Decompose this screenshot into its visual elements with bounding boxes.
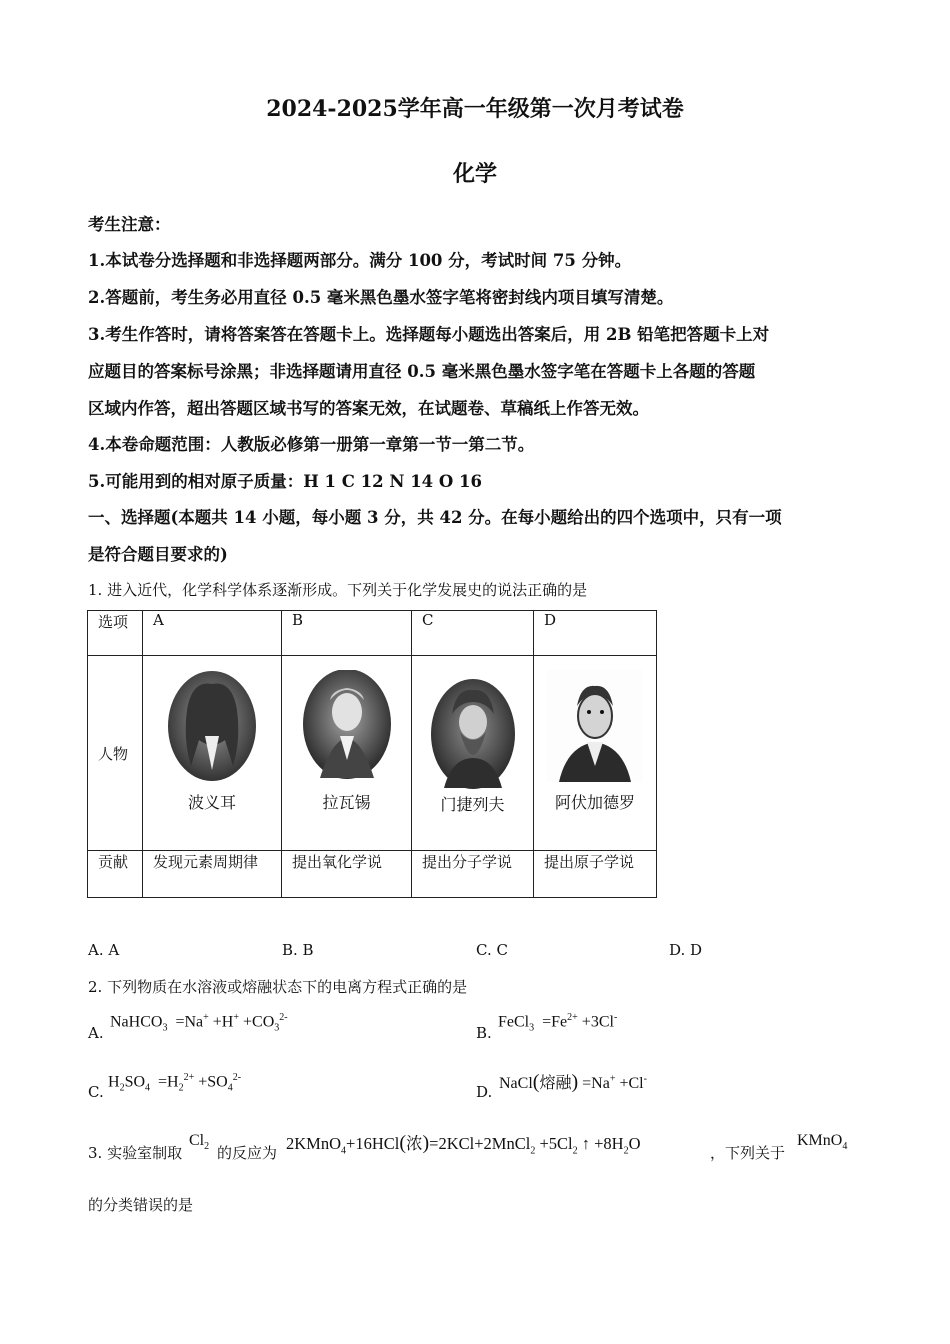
q2-option-c-label[interactable]: C. (88, 1083, 104, 1101)
notice-line: 3.考生作答时，请将答案答在答题卡上。选择题每小题选出答案后，用 2B 铅笔把答题卡上对 (88, 325, 770, 344)
notice-line: 4.本卷命题范围：人教版必修第一册第一章第一节一第二节。 (88, 435, 535, 454)
q2-option-d-equation: NaCl(熔融) =Na+ +Cl- (499, 1071, 647, 1093)
formula-part: Cl (628, 1075, 644, 1092)
person-cell-d (534, 656, 657, 851)
history-table (87, 610, 657, 898)
subject-title: 化学 (452, 161, 497, 187)
option-d[interactable]: D. D (669, 941, 703, 959)
question-3-mid: 的反应为 (217, 1144, 278, 1162)
table-header-cell: D (534, 611, 657, 656)
formula-part: Cl (189, 1132, 205, 1149)
formula-part: SO (207, 1073, 228, 1091)
portrait-boyle-image (167, 670, 257, 782)
q2-option-b-label[interactable]: B. (476, 1024, 492, 1042)
formula-part: O (628, 1134, 641, 1153)
formula-condition: 浓 (406, 1134, 423, 1153)
formula-part: Fe (551, 1013, 568, 1031)
notice-line: 2.答题前，考生务必用直径 0.5 毫米黑色墨水签字笔将密封线内项目填写清楚。 (88, 288, 674, 307)
notice-line: 1.本试卷分选择题和非选择题两部分。满分 100 分，考试时间 75 分钟。 (88, 251, 632, 270)
q2-option-c-equation: $H_2SO_4 =H_2^{2+} +SO_4^{2-}$ (108, 1072, 242, 1094)
formula-part: H (167, 1073, 179, 1091)
question-1-stem: 1. 进入近代，化学科学体系逐渐形成。下列关于化学发展史的说法正确的是 (88, 581, 588, 599)
table-header-cell: C (412, 611, 534, 656)
portrait-mendeleev-image (430, 678, 516, 790)
question-3-prefix: 3. 实验室制取 (88, 1144, 183, 1162)
notice-line: 区域内作答，超出答题区域书写的答案无效，在试题卷、草稿纸上作答无效。 (88, 399, 649, 418)
contribution-cell: 提出氧化学说 (282, 851, 412, 898)
person-cell-b (282, 656, 412, 851)
formula-part: +5Cl (539, 1134, 573, 1153)
formula-part: Na (184, 1013, 204, 1031)
person-name: 阿伏加德罗 (554, 793, 635, 812)
person-name: 波义耳 (187, 793, 236, 812)
formula-part: H (108, 1073, 120, 1091)
contribution-cell: 发现元素周期律 (143, 851, 282, 898)
contribution-cell: 提出分子学说 (412, 851, 534, 898)
formula-condition: 熔融 (539, 1075, 572, 1092)
portrait-avogadro-image (547, 670, 643, 782)
person-name: 门捷列夫 (440, 795, 505, 814)
q2-option-b-equation: FeCl$_3$ $=Fe^{2+} +3Cl^-$ (498, 1012, 618, 1034)
person-name: 拉瓦锡 (322, 793, 371, 812)
page-title: 2024-2025学年高一年级第一次月考试卷 (266, 96, 684, 122)
q2-option-a-equation: NaHCO$_3$ $=Na^+ +H^+ +CO_3^{2-}$ (110, 1012, 288, 1034)
formula-part: NaHCO (110, 1013, 163, 1031)
notice-line: 5.可能用到的相对原子质量：H 1 C 12 N 14 O 16 (88, 472, 482, 491)
question-3-line2: 的分类错误的是 (88, 1196, 194, 1214)
option-c[interactable]: C. C (476, 941, 508, 959)
table-header-cell: 选项 (88, 611, 143, 656)
formula-part: 2KMnO (286, 1134, 342, 1153)
formula-part: NaCl (499, 1075, 533, 1092)
q2-option-d-label[interactable]: D. (476, 1083, 493, 1101)
section-heading: 一、选择题(本题共 14 小题，每小题 3 分，共 42 分。在每小题给出的四个选项中，只有一项 (88, 508, 782, 527)
option-b[interactable]: B. B (282, 941, 314, 959)
cl2-formula: $Cl_2$ (189, 1132, 210, 1153)
formula-part: KMnO (797, 1132, 843, 1149)
notice-line: 应题目的答案标号涂黑；非选择题请用直径 0.5 毫米黑色墨水签字笔在答题卡上各题的答题 (88, 362, 756, 381)
question-3-reaction: 2KMnO$_4$+16HCl(浓)=2KCl+2MnCl$_2$ $+5Cl_2$ ↑ $+8H_2O$ (286, 1132, 641, 1157)
table-header-cell: A (143, 611, 282, 656)
notice-heading: 考生注意： (88, 215, 171, 234)
question-2-stem: 2. 下列物质在水溶液或熔融状态下的电离方程式正确的是 (88, 978, 468, 996)
formula-part: H (221, 1013, 234, 1031)
formula-part: CO (252, 1013, 275, 1031)
formula-part: FeCl (498, 1013, 530, 1031)
section-heading-cont: 是符合题目要求的) (88, 545, 228, 564)
contribution-cell: 提出原子学说 (534, 851, 657, 898)
q2-option-a-label[interactable]: A. (88, 1024, 104, 1042)
formula-part: +16HCl (346, 1134, 400, 1153)
person-cell-c (412, 656, 534, 851)
formula-part: SO (124, 1073, 146, 1091)
kmno4-formula: KMnO$_4$ (797, 1132, 848, 1153)
table-header-cell: B (282, 611, 412, 656)
row-label-contribution: 贡献 (88, 851, 143, 898)
formula-part: 3Cl (590, 1013, 614, 1031)
row-label-person: 人物 (88, 656, 143, 851)
person-cell-a (143, 656, 282, 851)
option-a[interactable]: A. A (88, 941, 120, 959)
portrait-lavoisier-image (302, 670, 392, 782)
formula-part: Na (591, 1075, 610, 1092)
formula-part: ↑ +8H (581, 1134, 624, 1153)
question-3-after: ，下列关于 (710, 1144, 786, 1162)
formula-part: =2KCl+2MnCl (429, 1134, 531, 1153)
